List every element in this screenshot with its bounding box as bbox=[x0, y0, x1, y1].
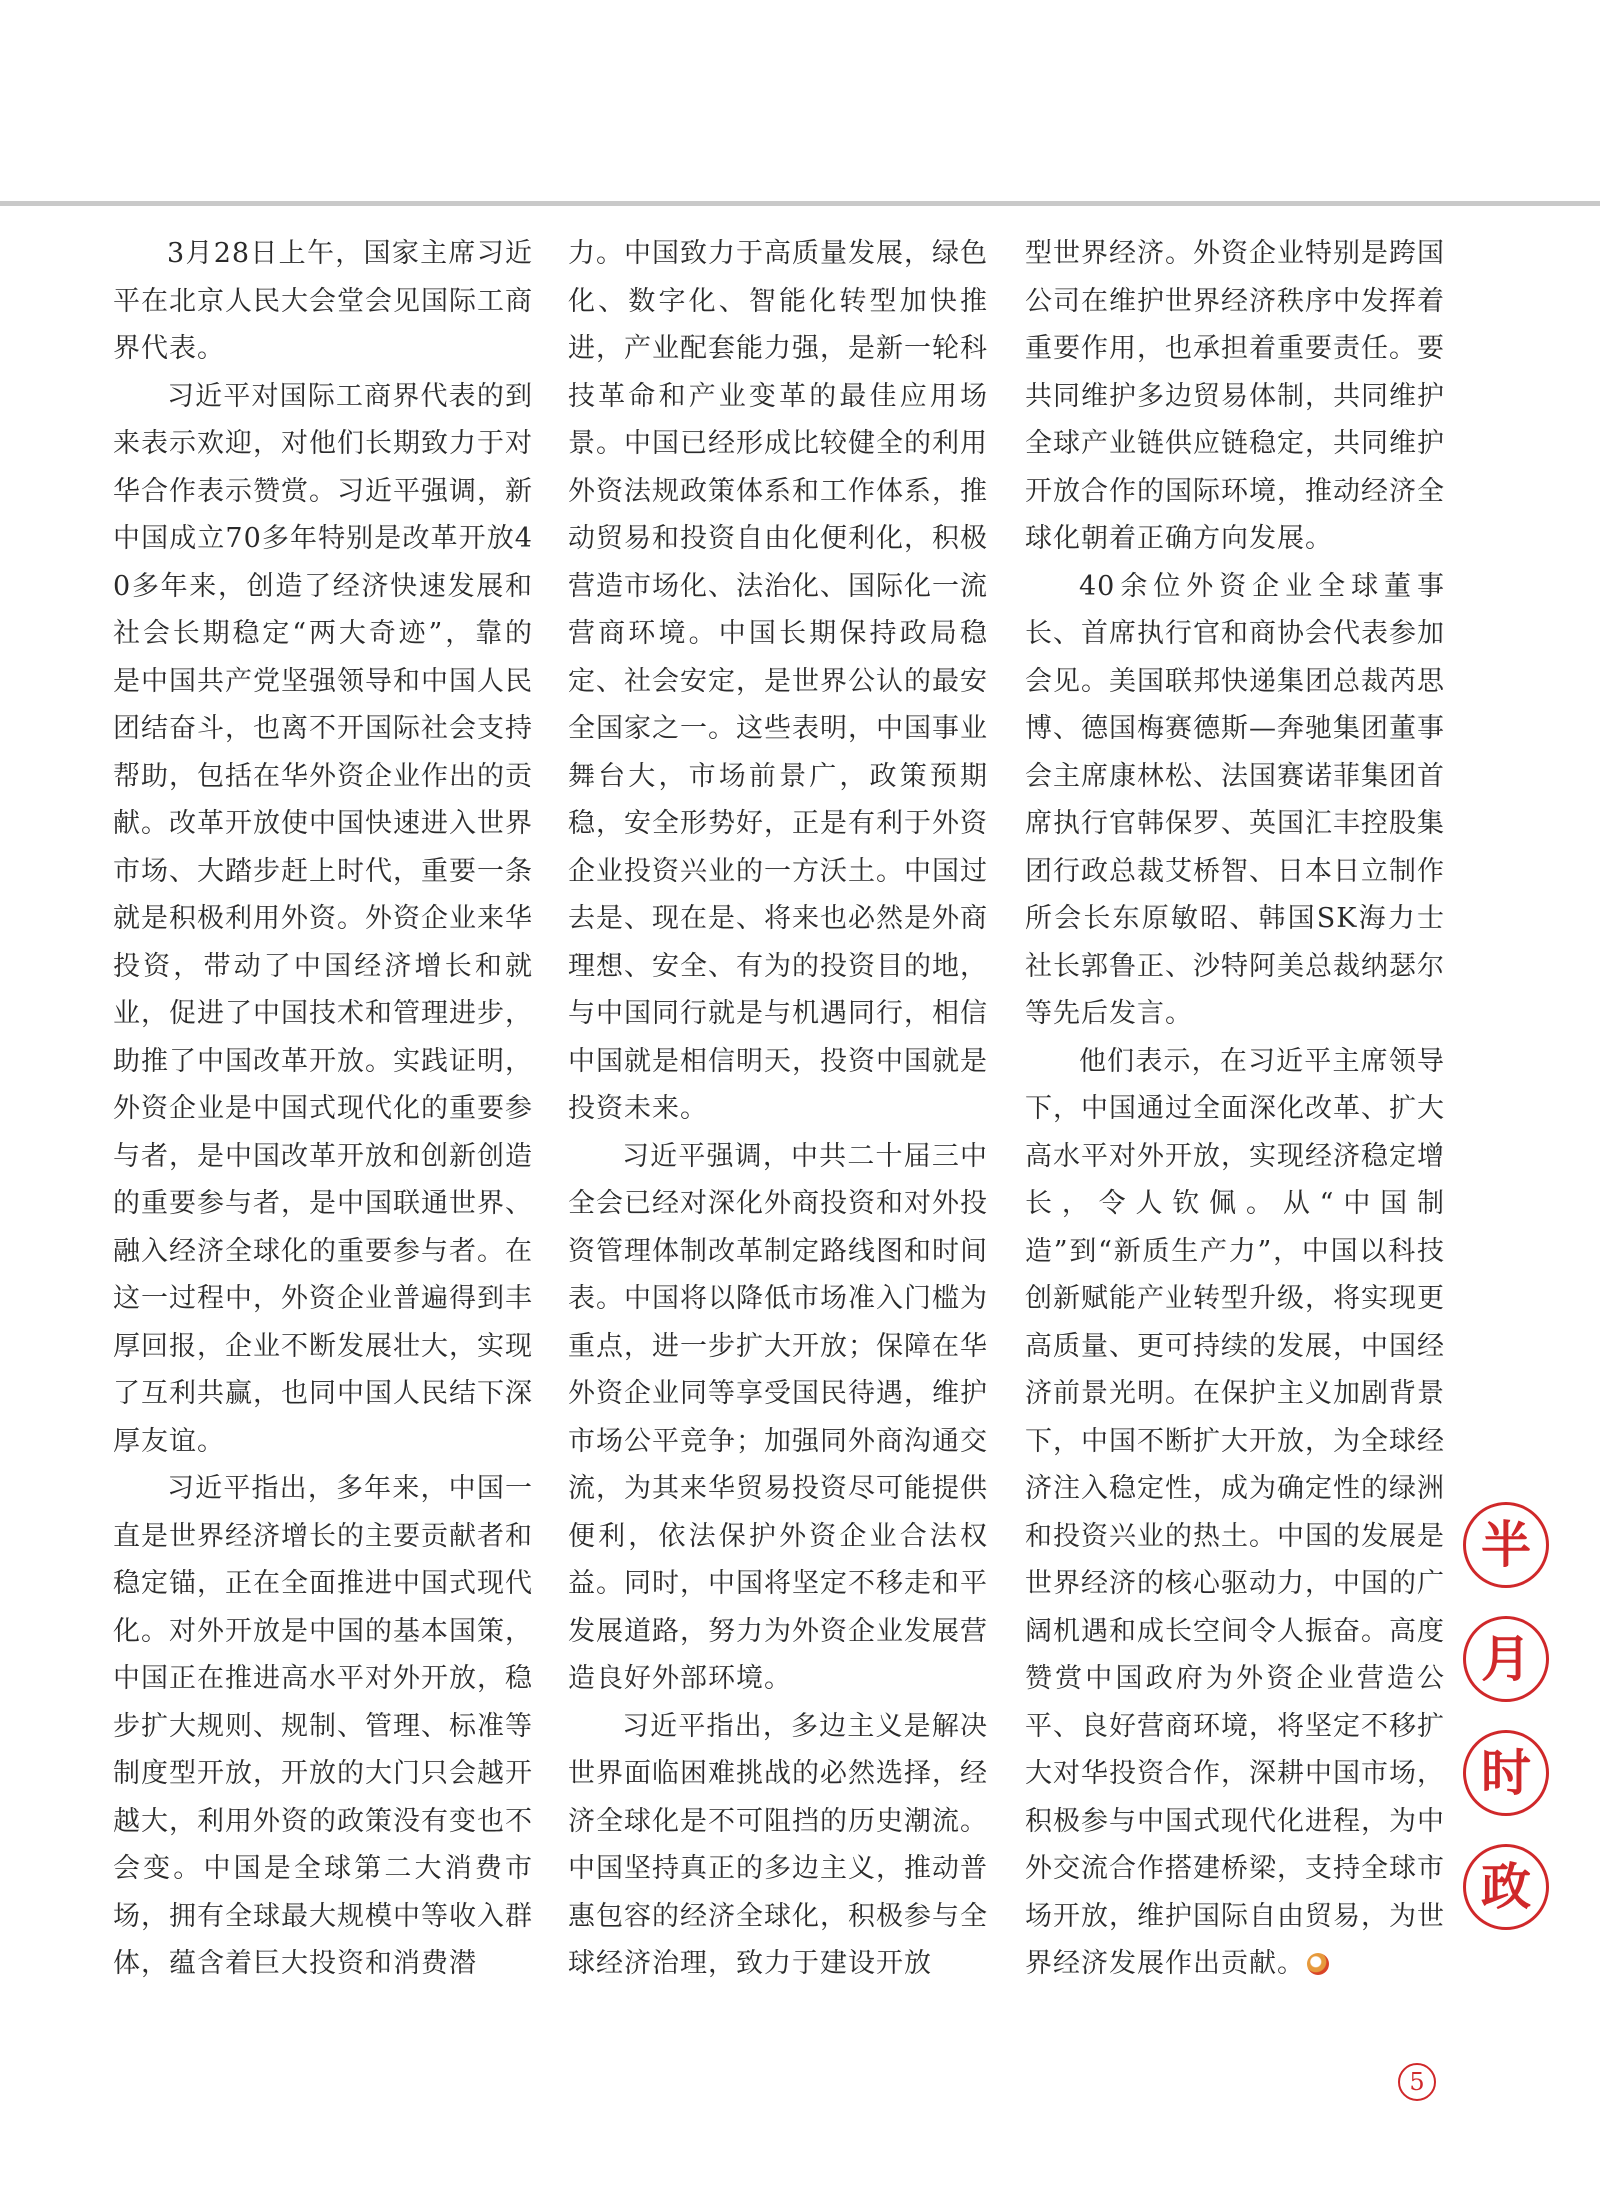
paragraph: 习近平对国际工商界代表的到来表示欢迎，对他们长期致力于对华合作表示赞赏。习近平强调，新中国成立70多年特别是改革开放40多年来，创造了经济快速发展和社会长期稳定“两大奇迹”，靠的是中国共产党坚强领导和中国人民团结奋斗，也离不开国际社会支持帮助，包括在华外资企业作出的贡献。改革开放使中国快速进入世界市场、大踏步赶上时代，重要一条就是积极利用外资。外资企业来华投资，带动了中国经济增长和就业，促进了中国技术和管理进步，助推了中国改革开放。实践证明，外资企业是中国式现代化的重要参与者，是中国改革开放和创新创造的重要参与者，是中国联通世界、融入经济全球化的重要参与者。在这一过程中，外资企业普遍得到丰厚回报，企业不断发展壮大，实现了互利共赢，也同中国人民结下深厚友谊。 bbox=[113, 380, 533, 1457]
brand-char: 时 bbox=[1463, 1730, 1549, 1816]
article-column-3 bbox=[1025, 230, 1445, 1988]
paragraph: 习近平指出，多边主义是解决世界面临困难挑战的必然选择，经济全球化是不可阻挡的历史潮流。中国坚持真正的多边主义，推动普惠包容的经济全球化，积极参与全球经济治理，致力于建设开放 bbox=[568, 1710, 988, 1979]
paragraph: 型世界经济。外资企业特别是跨国公司在维护世界经济秩序中发挥着重要作用，也承担着重要责任。要共同维护多边贸易体制，共同维护全球产业链供应链稳定，共同维护开放合作的国际环境，推动经济全球化朝着正确方向发展。 bbox=[1025, 238, 1445, 554]
brand-char: 政 bbox=[1463, 1844, 1549, 1930]
page-number: 5 bbox=[1398, 2063, 1436, 2101]
brand-char: 半 bbox=[1463, 1502, 1549, 1588]
paragraph: 3月28日上午，国家主席习近平在北京人民大会堂会见国际工商界代表。 bbox=[113, 238, 533, 364]
article-column-2 bbox=[568, 230, 988, 1988]
paragraph: 40余位外资企业全球董事长、首席执行官和商协会代表参加会见。美国联邦快递集团总裁芮思博、德国梅赛德斯—奔驰集团董事会主席康林松、法国赛诺菲集团首席执行官韩保罗、英国汇丰控股集团行政总裁艾桥智、日本日立制作所会长东原敏昭、韩国SK海力士社长郭鲁正、沙特阿美总裁纳瑟尔等先后发言。 bbox=[1025, 570, 1445, 1029]
end-mark-icon bbox=[1307, 1953, 1329, 1975]
brand-char: 月 bbox=[1463, 1616, 1549, 1702]
paragraph: 习近平强调，中共二十届三中全会已经对深化外商投资和对外投资管理体制改革制定路线图和时间表。中国将以降低市场准入门槛为重点，进一步扩大开放；保障在华外资企业同等享受国民待遇，维护市场公平竞争；加强同外商沟通交流，为其来华贸易投资尽可能提供便利，依法保护外资企业合法权益。同时，中国将坚定不移走和平发展道路，努力为外资企业发展营造良好外部环境。 bbox=[568, 1140, 988, 1694]
paragraph: 习近平指出，多年来，中国一直是世界经济增长的主要贡献者和稳定锚，正在全面推进中国式现代化。对外开放是中国的基本国策，中国正在推进高水平对外开放，稳步扩大规则、规制、管理、标准等制度型开放，开放的大门只会越开越大，利用外资的政策没有变也不会变。中国是全球第二大消费市场，拥有全球最大规模中等收入群体，蕴含着巨大投资和消费潜 bbox=[113, 1473, 533, 1979]
paragraph-text: 他们表示，在习近平主席领导下，中国通过全面深化改革、扩大高水平对外开放，实现经济稳定增长，令人钦佩。从“中国制造”到“新质生产力”，中国以科技创新赋能产业转型升级，将实现更高质量、更可持续的发展，中国经济前景光明。在保护主义加剧背景下，中国不断扩大开放，为全球经济注入稳定性，成为确定性的绿洲和投资兴业的热土。中国的发展是世界经济的核心驱动力，中国的广阔机遇和成长空间令人振奋。高度赞赏中国政府为外资企业营造公平、良好营商环境，将坚定不移扩大对华投资合作，深耕中国市场，积极参与中国式现代化进程，为中外交流合作搭建桥梁，支持全球市场开放，维护国际自由贸易，为世界经济发展作出贡献。 bbox=[1025, 1045, 1445, 1979]
header-rule bbox=[0, 201, 1600, 206]
paragraph: 力。中国致力于高质量发展，绿色化、数字化、智能化转型加快推进，产业配套能力强，是新一轮科技革命和产业变革的最佳应用场景。中国已经形成比较健全的利用外资法规政策体系和工作体系，推动贸易和投资自由化便利化，积极营造市场化、法治化、国际化一流营商环境。中国长期保持政局稳定、社会安定，是世界公认的最安全国家之一。这些表明，中国事业舞台大，市场前景广，政策预期稳，安全形势好，正是有利于外资企业投资兴业的一方沃土。中国过去是、现在是、将来也必然是外商理想、安全、有为的投资目的地，与中国同行就是与机遇同行，相信中国就是相信明天，投资中国就是投资未来。 bbox=[568, 238, 988, 1124]
magazine-brand bbox=[1463, 1502, 1563, 1958]
article-column-1 bbox=[113, 230, 533, 1988]
paragraph bbox=[1025, 1038, 1445, 1988]
